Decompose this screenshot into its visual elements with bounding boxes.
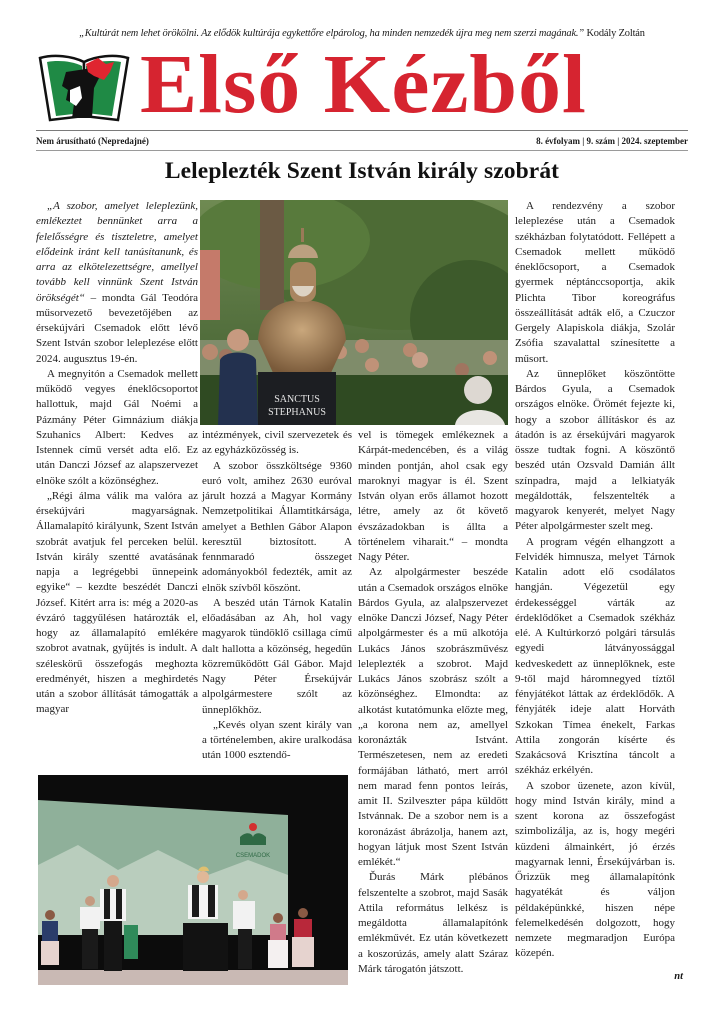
paragraph xyxy=(36,199,198,367)
masthead xyxy=(36,38,688,131)
paragraph: intézmények, civil szervezetek és az egyházközösség is. xyxy=(202,429,352,457)
paragraph: A program végén elhangzott a Felvidék himnusza, melyet Tárnok Katalin adott elő csodálatos hangján. Végezetül egy érdekességgel várták az érdeklődőket a Csemadok székház elé. A Kultúrkorzó polgári társulás egyedi látványossággal kedveskedett az ünneplőknek, este 9-től majd háromnegyed tíztől fényjátékot láttak az érdeklődők. A fényjáték ideje alatt Horváth Szkokan Tímea énekelt, Farkas Attila zongorán kísérte és Szakácsová Krisztína táncolt a székház erkélyén. xyxy=(515,535,675,777)
lead-quote: „A szobor, amelyet leleplezünk, emlékeztet bennünket arra a felelősségre és tiszteletre, amelyet elődeink iránt kell tanúsítanunk, és arra az elkötelezettségre, amellyel tovább kell vinnünk Szent István örökségét“ xyxy=(36,200,198,304)
motto-author: Kodály Zoltán xyxy=(586,28,645,39)
paragraph: vel is tömegek emlékeznek a Kárpát-medencében, és a világ minden pontján, ahol csak egy maroknyi magyar is él. Szent István olyan erős államot hozott létre, amely az őt követő évszázadokban is állta a történelem viharait.“ – mondta Nagy Péter. xyxy=(358,429,508,563)
paragraph: Az alpolgármester beszéde után a Csemadok országos elnöke Bárdos Gyula, az alalpszervezet elnöke Danczi József, Nagy Péter alpolgármester és a mű alkotója Lukács János szobrászművész leleplezték a szobrot. Majd Lukács János szobrász szólt a közönséghez. Elmondta: az alkotást kutatómunka előzte meg, „a korona nem az, amellyel koronázták Istvánt. Természetesen, nem az eredeti formájában látható, mert arról nem marad fenn pontos leírás, amit II. Szilveszter pápa küldött Istvánnak. De a szobor nem is a koronázást ábrázolja, hanem azt, hogyan látjuk most Szent István emlékét.“ xyxy=(358,566,508,868)
motto-quote: „Kultúrát nem lehet örökölni. Az elődök kultúrája egykettőre elpárolog, ha minden nemzedék újra meg nem szerzi magának.” xyxy=(79,28,584,39)
paragraph: „Kevés olyan szent király van a történelemben, akire uralkodása után 1000 esztendő- xyxy=(202,718,352,762)
paragraph: A megnyitón a Csemadok mellett működő vegyes éneklőcsoportot hallottuk, majd Gál Noémi a Pázmány Péter Gimnázium diákja Szuhanics Albert: Kedves az Istennek című versét adta elő. Ez után Danczi József az alapszervezet elnöke szólt a közönséghez. xyxy=(36,367,198,487)
article-column-4 xyxy=(515,199,675,962)
paragraph: A beszéd után Tárnok Katalin előadásában az Ah, hol vagy magyarok tündöklő csillaga című dalt hallotta a közönség, hegedűn közreműködött Gál Gábor. Majd Nagy Péter Érsekújvár alpolgármestere szólt az ünneplőkhöz. xyxy=(202,596,352,716)
statue-photo xyxy=(200,200,508,425)
article-column-3 xyxy=(358,428,508,977)
issue-bar-rule xyxy=(36,150,688,151)
folk-dance-photo xyxy=(38,775,348,985)
pedestal-text-1: SANCTUS xyxy=(274,394,320,405)
article-headline: Leleplezték Szent István király szobrát xyxy=(164,158,560,184)
article-column-2 xyxy=(202,428,352,764)
issue-bar xyxy=(36,133,688,149)
paragraph: „Régi álma válik ma valóra az érsekújvári magyarságnak. Államalapító királyunk, Szent István szobrát avatjuk fel perceken belül. István király szentté avatásának napja a legrégebbi ünnepeink egyike“ – kezdte beszédét Danczi József. Kitért arra is: még a 2020-as évzáró taggyűlésen határozták el, hogy az államalapító emlékére szobrot avatnak, gyűjtés is indult. A széleskörű összefogás meghozta eredményét, hiszen a meghirdetés után a szobor állítását támogatták a magyar xyxy=(36,489,198,716)
lead-attribution: – mondta Gál Teodóra műsorvezető bevezetőjében az érsekújvári Csemadok előtt lévő Szent István szobor leleplezése előtt 2024. augusztus 19-én. xyxy=(36,291,198,365)
article-column-1 xyxy=(36,199,198,718)
sale-notice: Nem árusítható (Nepredajné) xyxy=(36,136,149,146)
banner-text: CSEMADOK xyxy=(235,853,271,859)
paragraph: A szobor üzenete, azon kívül, hogy mind István király, mind a szent korona az összefogást szimbolizálja, az is, hogy megéri küzdeni álmainkért, jó érzés magyarnak lenni, Érsekújvárban is. Őrizzük meg államalapítónk hagyatékát és váljon példaképünkké, hiszen népe felemelkedésén dolgozott, hogy nemzete megmaradjon Európa közepén. xyxy=(515,779,675,960)
paragraph: Az ünneplőket köszöntötte Bárdos Gyula, a Csemadok országos elnöke. Örömét fejezte ki, hogy a szobor állításkor és az átadón is az érsekújvári magyarok össze tudtak fogni. A köszöntő beszéd után Ozsvald Damián állt színpadra, majd a lelkiatyák megáldották, felszentelték a magyarok kenyerét, melyet Nagy Péter alpolgármester szelt meg. xyxy=(515,367,675,533)
author-signature: nt xyxy=(674,971,683,982)
paragraph: A szobor összköltsége 9360 euró volt, amihez 2630 euróval járult hozzá a Magyar Kormány Nemzetpolitikai Államtitkársága, amelyet a Bethlen Gábor Alapon keresztül biztosított. A fennmaradó összeget adományokból fedezték, amit az elnök szívből köszönt. xyxy=(202,459,352,594)
paragraph: A rendezvény a szobor leleplezése után a Csemadok székházban folytatódott. Fellépett a Csemadok mellett működő éneklőcsoport, a Csemadok gyermek néptánccsoportja, akik Plichta Tibor koreográfus összeállítását adták elő, a Czuczor Gergely Alapiskola diákja, Szolár Zsófia szavalattal színesítette a műsort. xyxy=(515,200,675,365)
paragraph: Ďurás Márk plébános felszentelte a szobrot, majd Sasák Attila református lelkész is megáldotta államalapítónk emlékművét. Ez után következett a koszorúzás, amely alatt Száraz Márk tárogatón játszott. xyxy=(358,871,508,975)
newspaper-title: Első Kézből xyxy=(140,38,587,131)
issue-info: 8. évfolyam | 9. szám | 2024. szeptember xyxy=(536,136,688,146)
masthead-rule xyxy=(36,130,688,131)
pedestal-text-2: STEPHANUS xyxy=(268,407,326,418)
book-with-figure-logo-icon xyxy=(36,50,132,124)
